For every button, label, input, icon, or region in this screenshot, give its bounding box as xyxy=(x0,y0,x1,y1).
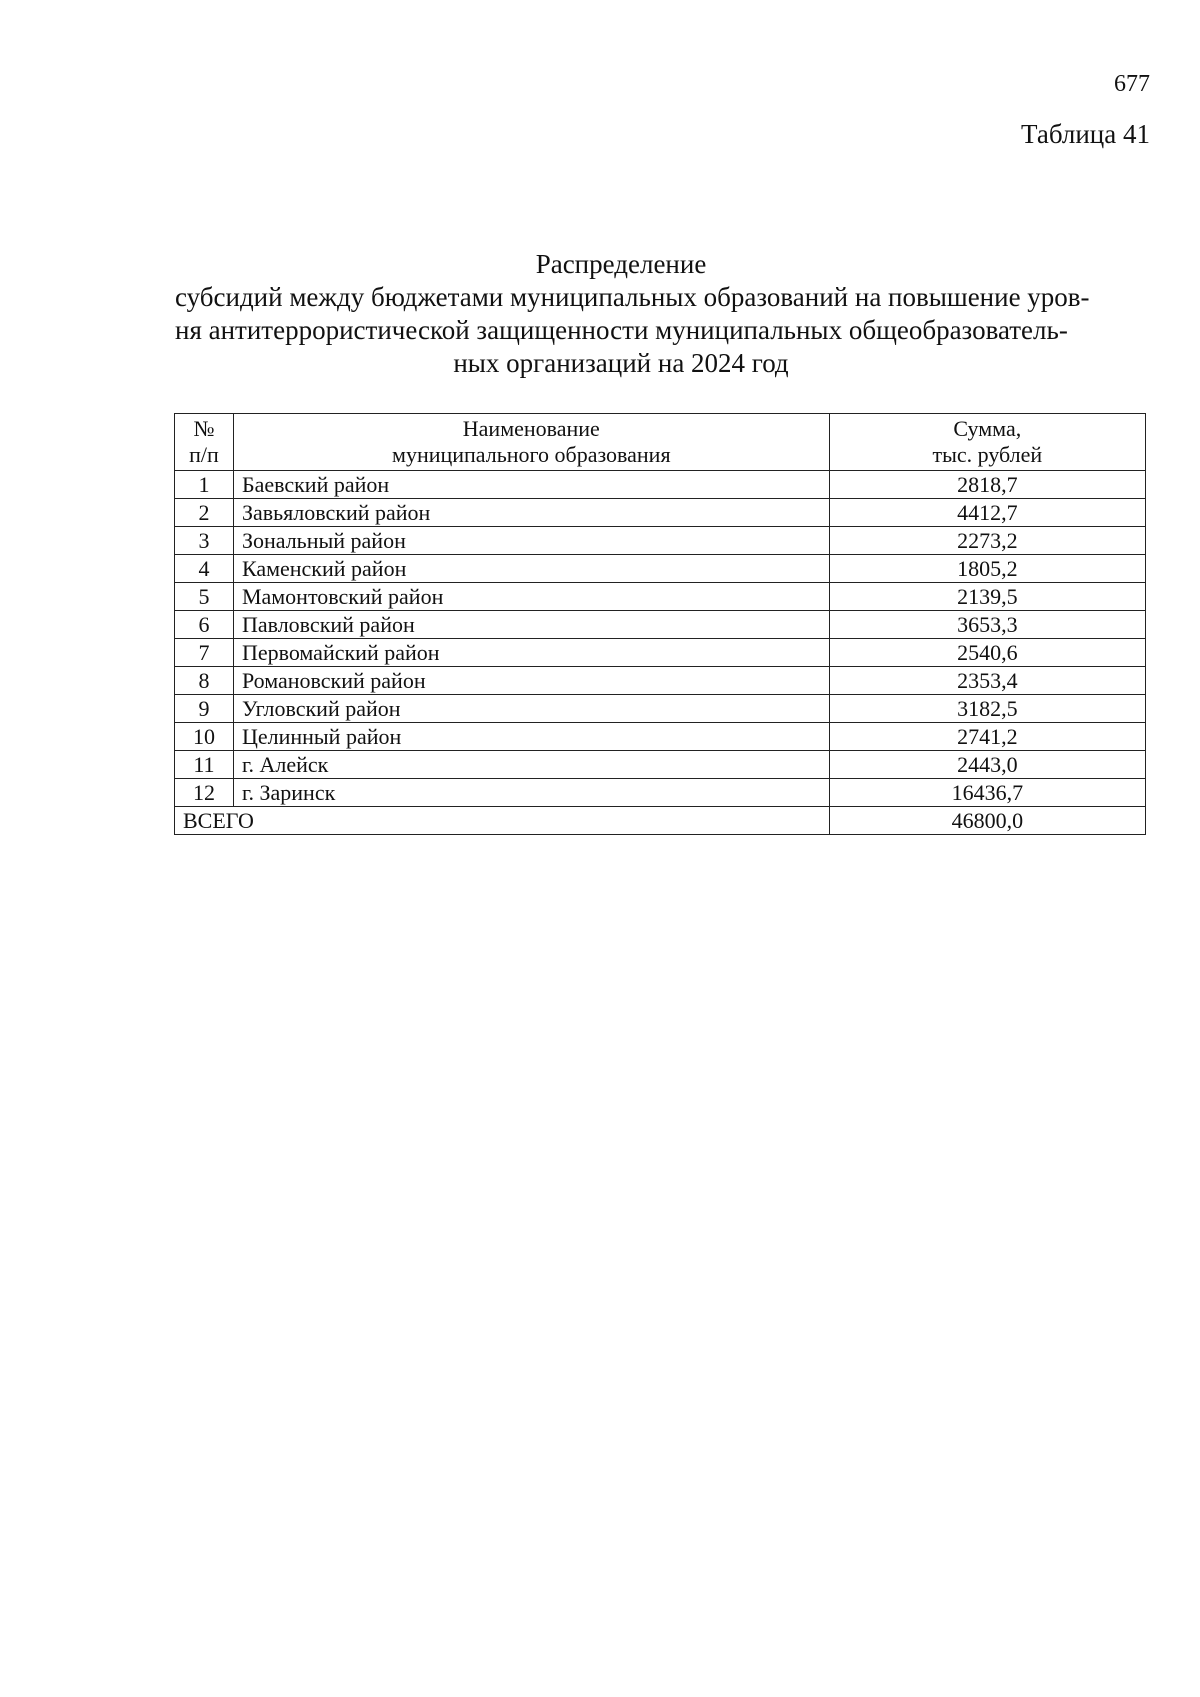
table-row xyxy=(175,527,1146,555)
table-total-row xyxy=(175,807,1146,835)
header-name-line1: Наименование xyxy=(462,416,600,441)
row-number: 7 xyxy=(175,639,234,667)
table-row xyxy=(175,667,1146,695)
heading-line-2: субсидий между бюджетами муниципальных образований на повышение уров- xyxy=(175,282,1090,312)
row-name: Завьяловский район xyxy=(233,499,829,527)
row-number: 9 xyxy=(175,695,234,723)
row-name: Романовский район xyxy=(233,667,829,695)
row-name: Павловский район xyxy=(233,611,829,639)
row-name: Баевский район xyxy=(233,471,829,499)
row-sum: 2139,5 xyxy=(829,583,1145,611)
total-sum: 46800,0 xyxy=(829,807,1145,835)
row-number: 4 xyxy=(175,555,234,583)
table-row xyxy=(175,639,1146,667)
table-label: Таблица 41 xyxy=(1021,119,1150,149)
row-name: Мамонтовский район xyxy=(233,583,829,611)
row-sum: 2818,7 xyxy=(829,471,1145,499)
table-row xyxy=(175,555,1146,583)
page-number: 677 xyxy=(1114,71,1150,97)
distribution-table xyxy=(174,413,1146,835)
row-number: 3 xyxy=(175,527,234,555)
header-sum-line1: Сумма, xyxy=(953,416,1022,441)
header-number-line2: п/п xyxy=(189,442,219,467)
table-row xyxy=(175,695,1146,723)
row-number: 5 xyxy=(175,583,234,611)
row-name: Зональный район xyxy=(233,527,829,555)
header-sum-line2: тыс. рублей xyxy=(932,442,1043,467)
row-sum: 3653,3 xyxy=(829,611,1145,639)
row-name: Целинный район xyxy=(233,723,829,751)
heading-line-3: ня антитеррористической защищенности муниципальных общеобразователь- xyxy=(175,315,1068,345)
row-number: 12 xyxy=(175,779,234,807)
document-heading xyxy=(175,248,1090,380)
table-row xyxy=(175,583,1146,611)
row-sum: 3182,5 xyxy=(829,695,1145,723)
row-sum: 1805,2 xyxy=(829,555,1145,583)
table-row xyxy=(175,611,1146,639)
row-sum: 2540,6 xyxy=(829,639,1145,667)
row-number: 6 xyxy=(175,611,234,639)
row-number: 11 xyxy=(175,751,234,779)
header-name-line2: муниципального образования xyxy=(392,442,671,467)
row-number: 2 xyxy=(175,499,234,527)
row-name: Первомайский район xyxy=(233,639,829,667)
heading-line-4: ных организаций на 2024 год xyxy=(453,348,789,378)
header-sum xyxy=(829,414,1145,471)
row-number: 10 xyxy=(175,723,234,751)
row-sum: 4412,7 xyxy=(829,499,1145,527)
header-number xyxy=(175,414,234,471)
row-sum: 16436,7 xyxy=(829,779,1145,807)
table-row xyxy=(175,751,1146,779)
header-number-line1: № xyxy=(193,416,215,441)
row-name: Угловский район xyxy=(233,695,829,723)
heading-title: Распределение xyxy=(535,249,707,279)
table-row xyxy=(175,471,1146,499)
row-sum: 2273,2 xyxy=(829,527,1145,555)
row-sum: 2741,2 xyxy=(829,723,1145,751)
header-name xyxy=(233,414,829,471)
row-sum: 2353,4 xyxy=(829,667,1145,695)
row-number: 8 xyxy=(175,667,234,695)
total-label: ВСЕГО xyxy=(175,807,830,835)
table-header-row xyxy=(175,414,1146,471)
table-row xyxy=(175,723,1146,751)
table-row xyxy=(175,779,1146,807)
table-row xyxy=(175,499,1146,527)
row-sum: 2443,0 xyxy=(829,751,1145,779)
row-name: г. Алейск xyxy=(233,751,829,779)
row-number: 1 xyxy=(175,471,234,499)
row-name: Каменский район xyxy=(233,555,829,583)
row-name: г. Заринск xyxy=(233,779,829,807)
